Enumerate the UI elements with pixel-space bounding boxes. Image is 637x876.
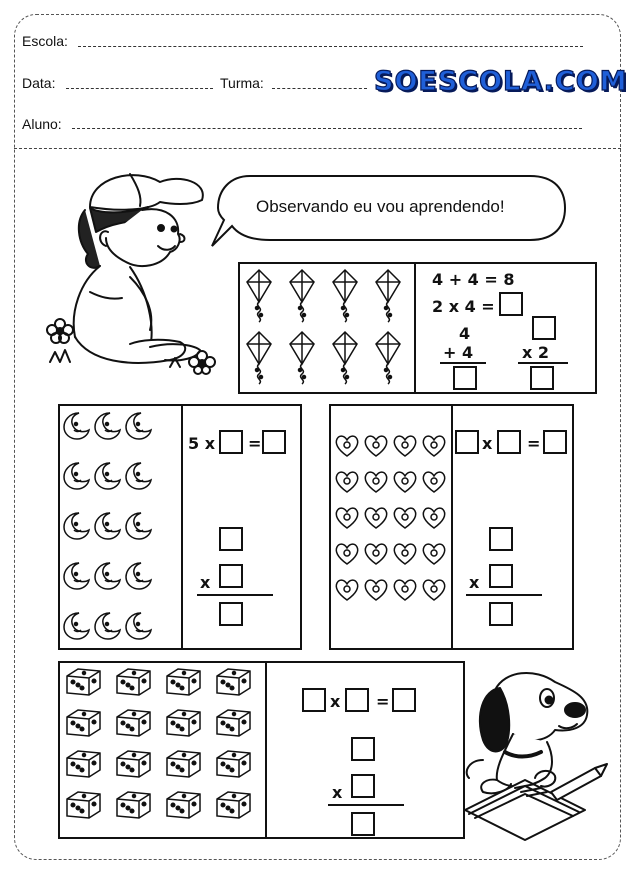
answer-box-example-2[interactable] [453,366,477,390]
heart-icon [391,468,419,494]
heart-icon [420,576,448,602]
dice-equals: = [376,692,390,711]
example-col2-bar [518,362,568,364]
kite-icon [330,330,360,386]
answer-box-moons-3[interactable] [219,527,243,551]
heart-icon [333,468,361,494]
moons-prefix: 5 x [188,434,216,453]
site-logo: SOESCOLA.COM [374,66,628,97]
moon-icon [93,460,123,492]
dice-icon [64,666,104,698]
dice-icon [214,707,254,739]
kite-icon [244,268,274,324]
student-label: Aluno: [22,116,62,132]
answer-box-dice-1[interactable] [302,688,326,712]
moon-icon [124,510,154,542]
dice-icon [114,789,154,821]
example-line2: 2 x 4 = [432,297,495,316]
moon-icon [62,410,92,442]
heart-icon [362,576,390,602]
dice-icon [114,707,154,739]
heart-icon [362,540,390,566]
moons-op: x [200,573,211,592]
moon-icon [93,560,123,592]
moons-divider [181,404,183,650]
school-field[interactable] [78,46,583,47]
dice-op: x [332,783,343,802]
heart-icon [333,432,361,458]
answer-box-hearts-2[interactable] [497,430,521,454]
moon-icon [124,560,154,592]
heart-icon [362,468,390,494]
dice-icon [164,748,204,780]
example-col1-top: 4 [459,324,471,343]
heart-icon [420,468,448,494]
answer-box-moons-2[interactable] [262,430,286,454]
answer-box-example-4[interactable] [530,366,554,390]
heart-icon [420,540,448,566]
moon-icon [93,510,123,542]
kite-icon [373,330,403,386]
heart-icon [362,432,390,458]
dice-icon [64,789,104,821]
moon-icon [124,610,154,642]
kites-grid [244,268,412,388]
hearts-bar [466,594,542,596]
dice-bar [328,804,404,806]
kite-icon [244,330,274,386]
answer-box-dice-3[interactable] [392,688,416,712]
moon-icon [62,560,92,592]
dice-grid [64,666,262,836]
kite-icon [287,268,317,324]
hearts-times: x [482,434,493,453]
dice-icon [164,707,204,739]
moon-icon [62,460,92,492]
dice-icon [164,789,204,821]
hearts-divider [451,404,453,650]
dice-icon [114,666,154,698]
heart-icon [333,576,361,602]
dice-icon [114,748,154,780]
moon-icon [62,610,92,642]
example-line1: 4 + 4 = 8 [432,270,515,289]
answer-box-example-1[interactable] [499,292,523,316]
boy-illustration [30,162,230,377]
date-label: Data: [22,75,56,91]
answer-box-dice-4[interactable] [351,737,375,761]
moons-bar [197,594,273,596]
class-label: Turma: [220,75,264,91]
heart-icon [333,504,361,530]
answer-box-hearts-1[interactable] [455,430,479,454]
answer-box-hearts-6[interactable] [489,602,513,626]
answer-box-dice-6[interactable] [351,812,375,836]
dice-icon [64,707,104,739]
moon-icon [93,410,123,442]
answer-box-hearts-4[interactable] [489,527,513,551]
answer-box-moons-4[interactable] [219,564,243,588]
answer-box-example-3[interactable] [532,316,556,340]
hearts-grid [333,432,449,612]
answer-box-dice-2[interactable] [345,688,369,712]
hearts-equals: = [527,434,541,453]
moon-icon [124,410,154,442]
kite-icon [330,268,360,324]
example-col1-bar [440,362,486,364]
dice-icon [214,789,254,821]
date-field[interactable] [66,88,213,89]
kite-icon [373,268,403,324]
dice-icon [164,666,204,698]
heart-icon [391,540,419,566]
answer-box-hearts-3[interactable] [543,430,567,454]
heart-icon [420,432,448,458]
example-col1-op: + 4 [443,343,474,362]
school-label: Escola: [22,33,68,49]
moons-equals: = [248,434,262,453]
hearts-op: x [469,573,480,592]
answer-box-dice-5[interactable] [351,774,375,798]
heart-icon [362,504,390,530]
dog-illustration [455,660,615,845]
answer-box-moons-1[interactable] [219,430,243,454]
student-field[interactable] [72,128,582,129]
moon-icon [93,610,123,642]
dice-times: x [330,692,341,711]
answer-box-hearts-5[interactable] [489,564,513,588]
example-col2-op: x 2 [522,343,550,362]
moons-grid [62,410,178,646]
bubble-text: Observando eu vou aprendendo! [256,197,505,216]
heart-icon [420,504,448,530]
moon-icon [124,460,154,492]
heart-icon [391,432,419,458]
kite-icon [287,330,317,386]
example-divider [414,262,416,394]
moon-icon [62,510,92,542]
dice-divider [265,661,267,839]
dice-icon [214,748,254,780]
heart-icon [391,576,419,602]
dice-icon [64,748,104,780]
dice-icon [214,666,254,698]
header-divider [14,148,621,149]
heart-icon [391,504,419,530]
class-field[interactable] [272,88,367,89]
answer-box-moons-5[interactable] [219,602,243,626]
heart-icon [333,540,361,566]
